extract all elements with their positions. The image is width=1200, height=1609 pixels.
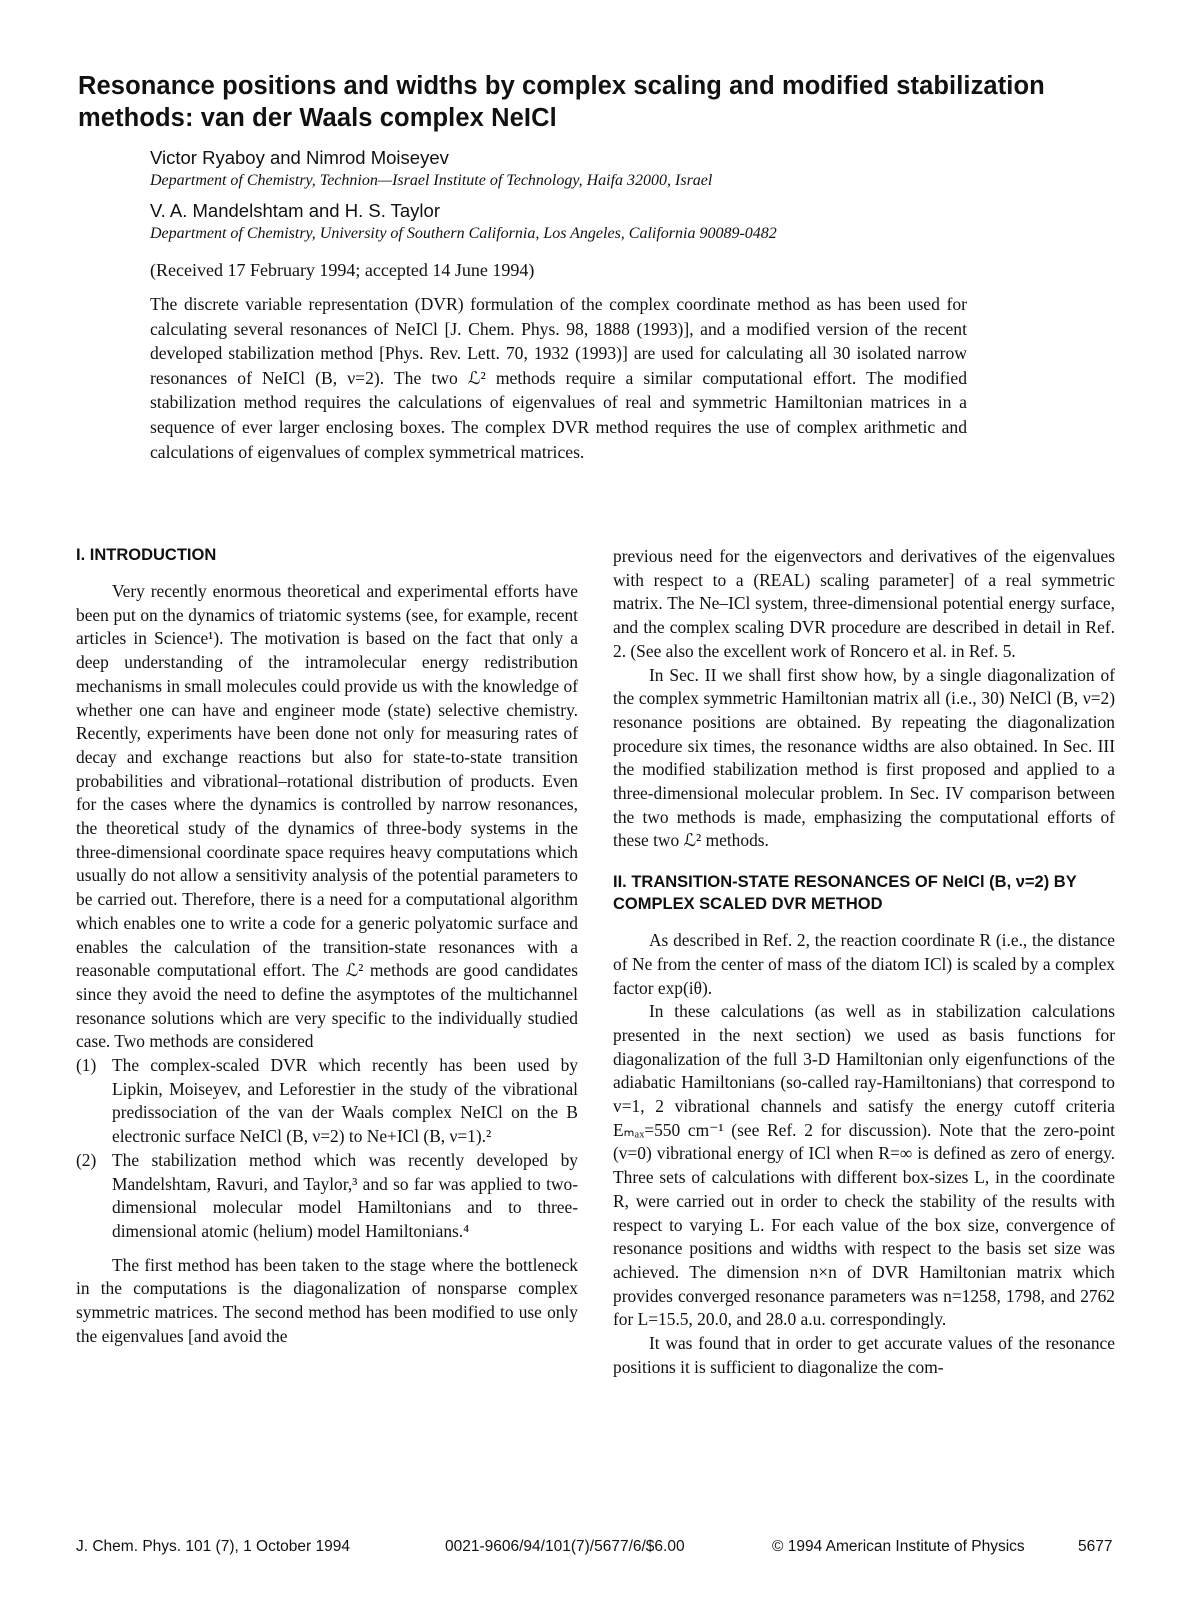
list-item bbox=[76, 1149, 578, 1244]
section2-paragraph-2: In these calculations (as well as in stabilization calculations presented in the next section) we used as basis functions for diagonalization of the full 3-D Hamiltonian only eigenfunctions of the adiabatic Hamiltonians (so-called ray-Hamiltonians) that correspond to v=1, 2 vibrational channels and satisfy the energy cutoff criteria Eₘₐₓ=550 cm⁻¹ (see Ref. 2 for discussion). Note that the zero-point (v=0) vibrational energy of ICl when R=∞ is defined as zero of energy. Three sets of calculations with different box-sizes L, in the coordinate R, were carried out in order to check the stability of the results with respect to varying L. For each value of the box size, convergence of resonance positions and widths with respect to the basis set size was achieved. The dimension n×n of DVR Hamiltonian matrix which provides converged resonance parameters was n=1258, 1798, and 2762 for L=15.5, 20.0, and 28.0 a.u. correspondingly. bbox=[613, 1001, 1115, 1330]
section2-paragraph-3: It was found that in order to get accurate values of the resonance positions it is sufficient to diagonalize the com- bbox=[613, 1333, 1115, 1377]
list-item-text: The stabilization method which was recently developed by Mandelshtam, Ravuri, and Taylor,³ and so far was applied to two-dimensional molecular model Hamiltonians and to three-dimensional atomic (helium) model Hamiltonians.⁴ bbox=[112, 1149, 578, 1241]
right-column bbox=[613, 545, 1115, 1380]
intro-paragraph-3: previous need for the eigenvectors and derivatives of the eigenvalues with respect to a (REAL) scaling parameter] of a real symmetric matrix. The Ne–ICl system, three-dimensional potential energy surface, and the complex scaling DVR procedure are described in detail in Ref. 2. (See also the excellent work of Roncero et al. in Ref. 5. bbox=[613, 546, 1115, 661]
section-heading-introduction: I. INTRODUCTION bbox=[76, 546, 217, 564]
footer-copyright: © 1994 American Institute of Physics bbox=[772, 1538, 1025, 1555]
footer-code: 0021-9606/94/101(7)/5677/6/$6.00 bbox=[445, 1538, 685, 1555]
footer-page-number: 5677 bbox=[1078, 1538, 1113, 1555]
methods-list bbox=[76, 1054, 578, 1244]
section2-paragraph-1: As described in Ref. 2, the reaction coordinate R (i.e., the distance of Ne from the center of mass of the diatom ICl) is scaled by a complex factor exp(iθ). bbox=[613, 930, 1115, 998]
abstract: The discrete variable representation (DVR) formulation of the complex coordinate method as has been used for calculating several resonances of NeICl [J. Chem. Phys. 98, 1888 (1993)], and a modified version of the recent developed stabilization method [Phys. Rev. Lett. 70, 1932 (1993)] are used for calculating all 30 isolated narrow resonances of NeICl (B, ν=2). The two ℒ² methods require a similar computational effort. The modified stabilization method requires the calculations of eigenvalues of real and symmetric Hamiltonian matrices in a sequence of ever larger enclosing boxes. The complex DVR method requires the use of complex arithmetic and calculations of eigenvalues of complex symmetrical matrices. bbox=[150, 294, 967, 462]
author-group-2: V. A. Mandelshtam and H. S. Taylor bbox=[150, 200, 440, 221]
intro-paragraph-4: In Sec. II we shall first show how, by a single diagonalization of the complex symmetric Hamiltonian matrix all (i.e., 30) NeICl (B, ν=2) resonance positions are obtained. By repeating the diagonalization procedure six times, the resonance widths are also obtained. In Sec. III the modified stabilization method is first proposed and applied to a three-dimensional molecular problem. In Sec. IV comparison between the two methods is made, emphasizing the computational efforts of these two ℒ² methods. bbox=[613, 664, 1115, 851]
footer-journal: J. Chem. Phys. 101 (7), 1 October 1994 bbox=[76, 1538, 350, 1555]
left-column bbox=[76, 540, 578, 1349]
list-item bbox=[76, 1054, 578, 1149]
intro-paragraph-2: The first method has been taken to the stage where the bottleneck in the computations is the diagonalization of nonsparse complex symmetric matrices. The second method has been modified to use only the eigenvalues [and avoid the bbox=[76, 1254, 578, 1346]
affiliation-1: Department of Chemistry, Technion—Israel Institute of Technology, Haifa 32000, Israel bbox=[150, 172, 713, 189]
list-item-text: The complex-scaled DVR which recently has been used by Lipkin, Moiseyev, and Leforestier in the study of the vibrational predissociation of the van der Waals complex NeICl on the B electronic surface NeICl (B, ν=2) to Ne+ICl (B, ν=1).² bbox=[112, 1055, 578, 1147]
affiliation-2: Department of Chemistry, University of Southern California, Los Angeles, California 90089-0482 bbox=[150, 225, 777, 242]
list-item-number: (2) bbox=[76, 1149, 97, 1170]
section-heading-transition-state: II. TRANSITION-STATE RESONANCES OF NeICl (B, ν=2) BY COMPLEX SCALED DVR METHOD bbox=[613, 873, 1077, 914]
paper-title: Resonance positions and widths by complex scaling and modified stabilization methods: van der Waals complex NeICl bbox=[78, 72, 1045, 132]
list-item-number: (1) bbox=[76, 1055, 97, 1076]
intro-paragraph-1: Very recently enormous theoretical and experimental efforts have been put on the dynamics of triatomic systems (see, for example, recent articles in Science¹). The motivation is based on the fact that only a deep understanding of the intramolecular energy redistribution mechanisms in small molecules could provide us with the knowledge of whether one can have and engineer mode (state) selective chemistry. Recently, experiments have been done not only for measuring rates of decay and exchange reactions but also for state-to-state transition probabilities and vibrational–rotational distribution of products. Even for the cases where the dynamics is controlled by narrow resonances, the theoretical study of the dynamics of three-body systems in the three-dimensional coordinate space requires heavy computations which usually do not allow a sensitivity analysis of the potential parameters to be carried out. Therefore, there is a need for a computational algorithm which enables one to write a code for a generic polyatomic surface and enables the calculation of the transition-state resonances with a reasonable computational effort. The ℒ² methods are good candidates since they avoid the need to define the asymptotes of the multichannel resonance solutions which are very specific to the individually studied case. Two methods are considered bbox=[76, 581, 578, 1052]
received-dates: (Received 17 February 1994; accepted 14 June 1994) bbox=[150, 260, 535, 280]
author-group-1: Victor Ryaboy and Nimrod Moiseyev bbox=[150, 147, 449, 168]
